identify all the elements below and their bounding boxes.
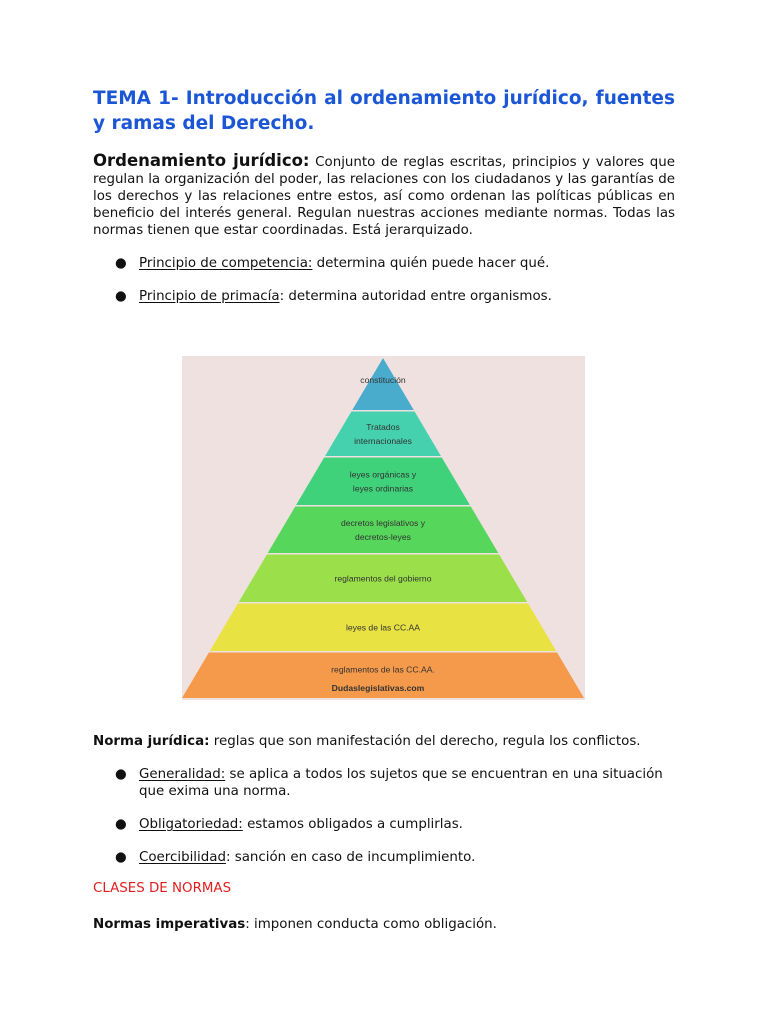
ordenamiento-text: Conjunto de reglas escritas, principios y valores que regulan la organización del poder, las relaciones con los ciudadanos y las garantías de los derechos y las relaciones entre estos, así como ordenan las políticas públicas en beneficio del interés general. Regulan nuestras acciones mediante normas. Todas las normas tienen que estar coordinadas. Está jerarquizado. [93,155,675,238]
pyramid-level-4 [268,507,499,554]
ordenamiento-paragraph [93,152,675,239]
imperativas-paragraph [93,916,675,933]
pyramid-level-6-label: leyes de las CC.AA [345,622,421,633]
generalidad-text: se aplica a todos los sujetos que se encuentran en una situación que exima una norma. [139,767,663,799]
principio-competencia-text: determina quién puede hacer qué. [312,256,550,271]
hierarchy-pyramid-figure [182,356,585,700]
imperativas-text: : imponen conducta como obligación. [245,917,497,932]
pyramid-level-5-label: reglamentos del gobierno [334,573,432,584]
bullet-icon: ● [115,850,127,865]
pyramid-level-3 [296,458,470,506]
pyramid-level-4-label: decretos legislativos y [340,517,426,528]
list-item-principio-competencia [93,255,675,272]
principio-primacia-text: : determina autoridad entre organismos. [279,289,552,304]
clases-heading: CLASES DE NORMAS [93,881,232,896]
bullet-icon: ● [115,256,127,271]
list-item-obligatoriedad [93,816,675,833]
principios-list [93,255,675,305]
list-item-principio-primacia [93,288,675,305]
caracteristicas-list [93,766,675,866]
bullet-icon: ● [115,289,127,304]
generalidad-term: Generalidad: [139,767,226,782]
bullet-icon: ● [115,817,127,832]
list-item-coercibilidad [93,849,675,866]
obligatoriedad-term: Obligatoriedad: [139,817,243,832]
pyramid-level-3-label: leyes ordinarias [352,483,414,494]
ordenamiento-term: Ordenamiento jurídico: [93,151,310,170]
norma-term: Norma jurídica: [93,734,210,749]
pyramid-level-3-label: leyes orgánicas y [349,469,417,480]
pyramid-level-2-label: internacionales [354,435,412,446]
pyramid-level-4-label: decretos-leyes [355,531,411,542]
bullet-icon: ● [115,767,127,782]
norma-paragraph [93,733,675,750]
pyramid-level-1-label: constitución [360,375,406,385]
page-title: TEMA 1- Introducción al ordenamiento jurídico, fuentes y ramas del Derecho. [93,88,675,134]
obligatoriedad-text: estamos obligados a cumplirlas. [242,817,463,832]
pyramid-watermark: Dudaslegislativas.com [331,683,425,693]
coercibilidad-text: : sanción en caso de incumplimiento. [225,850,476,865]
pyramid-level-7-label: reglamentos de las CC.AA. [331,664,435,675]
principio-primacia-term: Principio de primacía [139,289,280,304]
list-item-generalidad [93,766,675,800]
norma-text: reglas que son manifestación del derecho, regula los conflictos. [209,734,641,749]
pyramid-level-2-label: Tratados [366,421,400,432]
coercibilidad-term: Coercibilidad [139,850,226,865]
pyramid-svg [182,356,585,700]
principio-competencia-term: Principio de competencia: [139,256,313,271]
imperativas-term: Normas imperativas [93,917,246,932]
pyramid-level-2 [325,412,441,457]
